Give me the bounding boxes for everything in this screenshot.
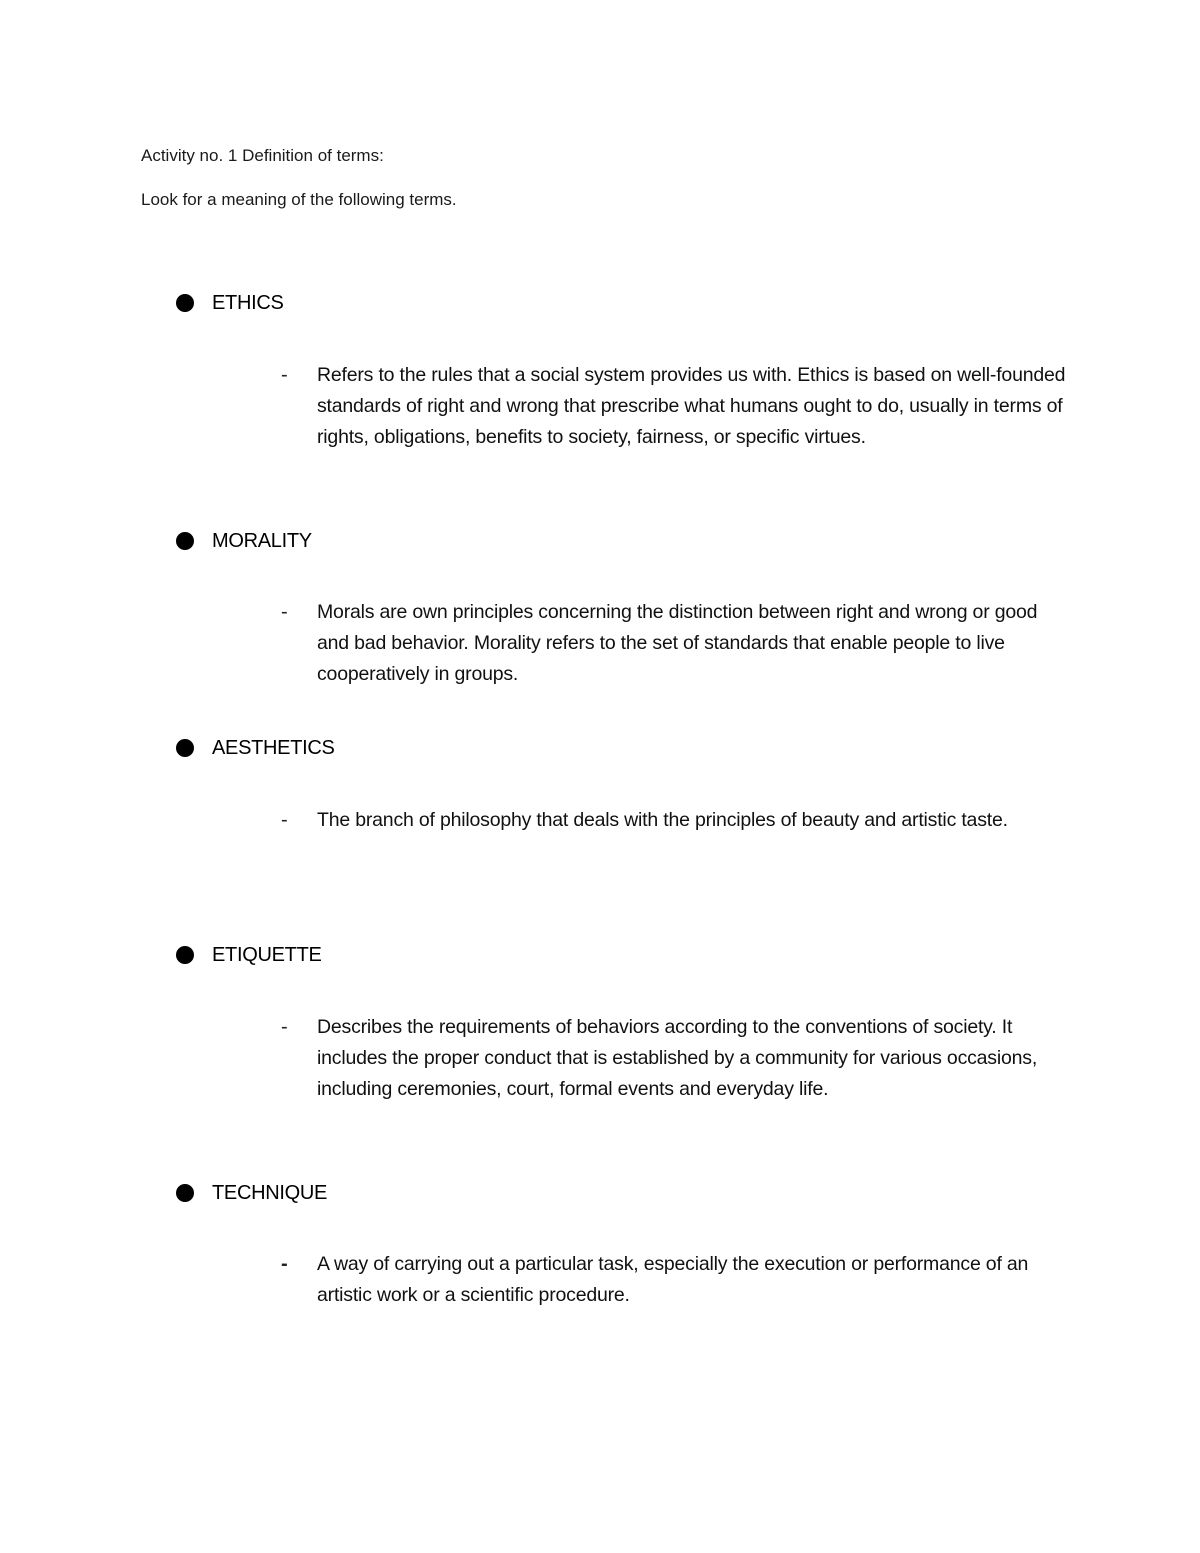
term-label: ETIQUETTE [212,944,322,966]
definition-text: A way of carrying out a particular task, especially the execution or performance of an artistic work or a scientific procedure. [317,1253,1029,1306]
definition-morality [281,597,1081,690]
definition-etiquette [281,1012,1081,1105]
term-label: TECHNIQUE [212,1182,328,1204]
bullet-icon [176,1184,194,1202]
term-technique [176,1179,327,1207]
bullet-icon [176,739,194,757]
dash-marker: - [281,809,288,831]
bullet-icon [176,532,194,550]
bullet-icon [176,946,194,964]
definition-text: The branch of philosophy that deals with the principles of beauty and artistic taste. [317,809,1008,831]
definition-text: Refers to the rules that a social system provides us with. Ethics is based on well-founded standards of right and wrong that prescribe what humans ought to do, usually in terms of rights, obligations, benefits to society, fairness, or specific virtues. [317,364,1066,448]
term-ethics [176,289,284,317]
dash-marker: - [281,1253,288,1275]
term-etiquette [176,941,322,969]
term-label: MORALITY [212,530,312,552]
term-morality [176,527,312,555]
definition-text: Describes the requirements of behaviors according to the conventions of society. It includes the proper conduct that is established by a community for various occasions, including ceremonies, court, formal events and everyday life. [317,1016,1038,1100]
activity-heading: Activity no. 1 Definition of terms: [141,146,384,165]
term-label: ETHICS [212,292,284,314]
dash-marker: - [281,601,288,623]
instruction-text: Look for a meaning of the following terms. [141,190,457,209]
definition-technique [281,1249,1081,1311]
dash-marker: - [281,364,288,386]
definition-aesthetics [281,805,1081,836]
definition-ethics [281,360,1081,453]
definition-text: Morals are own principles concerning the distinction between right and wrong or good and bad behavior. Morality refers to the set of standards that enable people to live cooperatively in groups. [317,601,1038,685]
bullet-icon [176,294,194,312]
term-aesthetics [176,734,335,762]
term-label: AESTHETICS [212,737,335,759]
dash-marker: - [281,1016,288,1038]
